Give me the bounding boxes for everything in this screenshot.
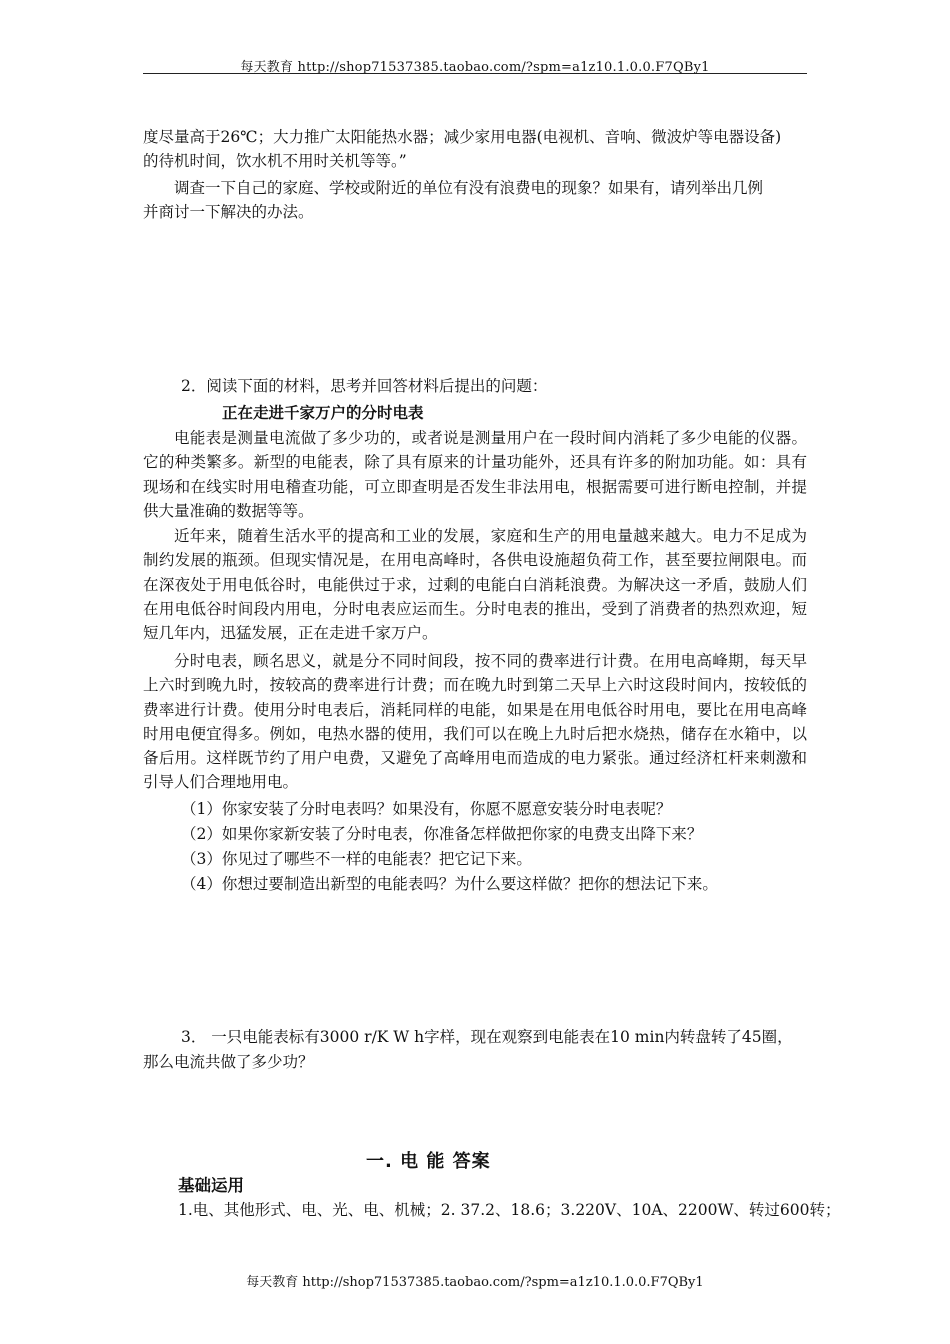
intro-para2-line-2: 并商讨一下解决的办法。 — [143, 203, 314, 221]
article-paragraph-2: 近年来，随着生活水平的提高和工业的发展，家庭和生产的用电量越来越大。电力不足成为制约发展的瓶颈。但现实情况是，在用电高峰时，各供电设施超负荷工作，甚至要拉闸限电。而在深夜处于用电低谷时，电能供过于求，过剩的电能白白消耗浪费。为解决这一矛盾，鼓励人们在用电低谷时间段内用电，分时电表应运而生。分时电表的推出，受到了消费者的热烈欢迎，短短几年内，迅猛发展，正在走进千家万户。 — [143, 527, 807, 643]
page-header: 每天教育 http://shop71537385.taobao.com/?spm=a1z10.1.0.0.F7QBy1 — [240, 60, 710, 75]
header-rule — [143, 73, 807, 74]
article-title: 正在走进千家万户的分时电表 — [222, 404, 424, 422]
question-3-line-2: 那么电流共做了多少功？ — [143, 1053, 314, 1071]
page-footer: 每天教育 http://shop71537385.taobao.com/?spm=a1z10.1.0.0.F7QBy1 — [246, 1275, 704, 1290]
sub-question-4: （4）你想过要制造出新型的电能表吗？为什么要这样做？把你的想法记下来。 — [181, 875, 718, 893]
sub-question-2: （2）如果你家新安装了分时电表，你准备怎样做把你家的电费支出降下来？ — [181, 825, 703, 843]
article-paragraph-1: 电能表是测量电流做了多少功的，或者说是测量用户在一段时间内消耗了多少电能的仪器。它的种类繁多。新型的电能表，除了具有原来的计量功能外，还具有许多的附加功能。如：具有现场和在线实时用电稽查功能，可立即查明是否发生非法用电，根据需要可进行断电控制，并提供大量准确的数据等等。 — [143, 429, 807, 520]
question-2-prompt: 2．阅读下面的材料，思考并回答材料后提出的问题： — [181, 377, 548, 395]
sub-question-1: （1）你家安装了分时电表吗？如果没有，你愿不愿意安装分时电表呢？ — [181, 800, 672, 818]
intro-line-2: 的待机时间，饮水机不用时关机等等。” — [143, 152, 407, 170]
sub-question-3: （3）你见过了哪些不一样的电能表？把它记下来。 — [181, 850, 532, 868]
article-paragraph-3: 分时电表，顾名思义，就是分不同时间段，按不同的费率进行计费。在用电高峰期，每天早上六时到晚九时，按较高的费率进行计费；而在晚九时到第二天早上六时这段时间内，按较低的费率进行计费。使用分时电表后，消耗同样的电能，如果是在用电低谷时用电，要比在用电高峰时用电便宜得多。例如，电热水器的使用，我们可以在晚上九时后把水烧热，储存在水箱中，以备后用。这样既节约了用户电费，又避免了高峰用电而造成的电力紧张。通过经济杠杆来刺激和引导人们合理地用电。 — [143, 652, 807, 792]
intro-para2-line-1: 调查一下自己的家庭、学校或附近的单位有没有浪费电的现象？如果有，请列举出几例 — [174, 179, 764, 197]
answers-title: 一. 电 能 答案 — [366, 1151, 491, 1172]
answers-subtitle: 基础运用 — [178, 1176, 244, 1195]
intro-line-1: 度尽量高于26℃；大力推广太阳能热水器；减少家用电器(电视机、音响、微波炉等电器设备) — [143, 128, 782, 146]
answers-line-1: 1.电、其他形式、电、光、电、机械；2. 37.2、18.6；3.220V、10A、2200W、转过600转； — [178, 1201, 841, 1219]
question-3-line-1: 3． 一只电能表标有3000 r/K W h字样，现在观察到电能表在10 min内转盘转了45圈， — [181, 1028, 793, 1046]
